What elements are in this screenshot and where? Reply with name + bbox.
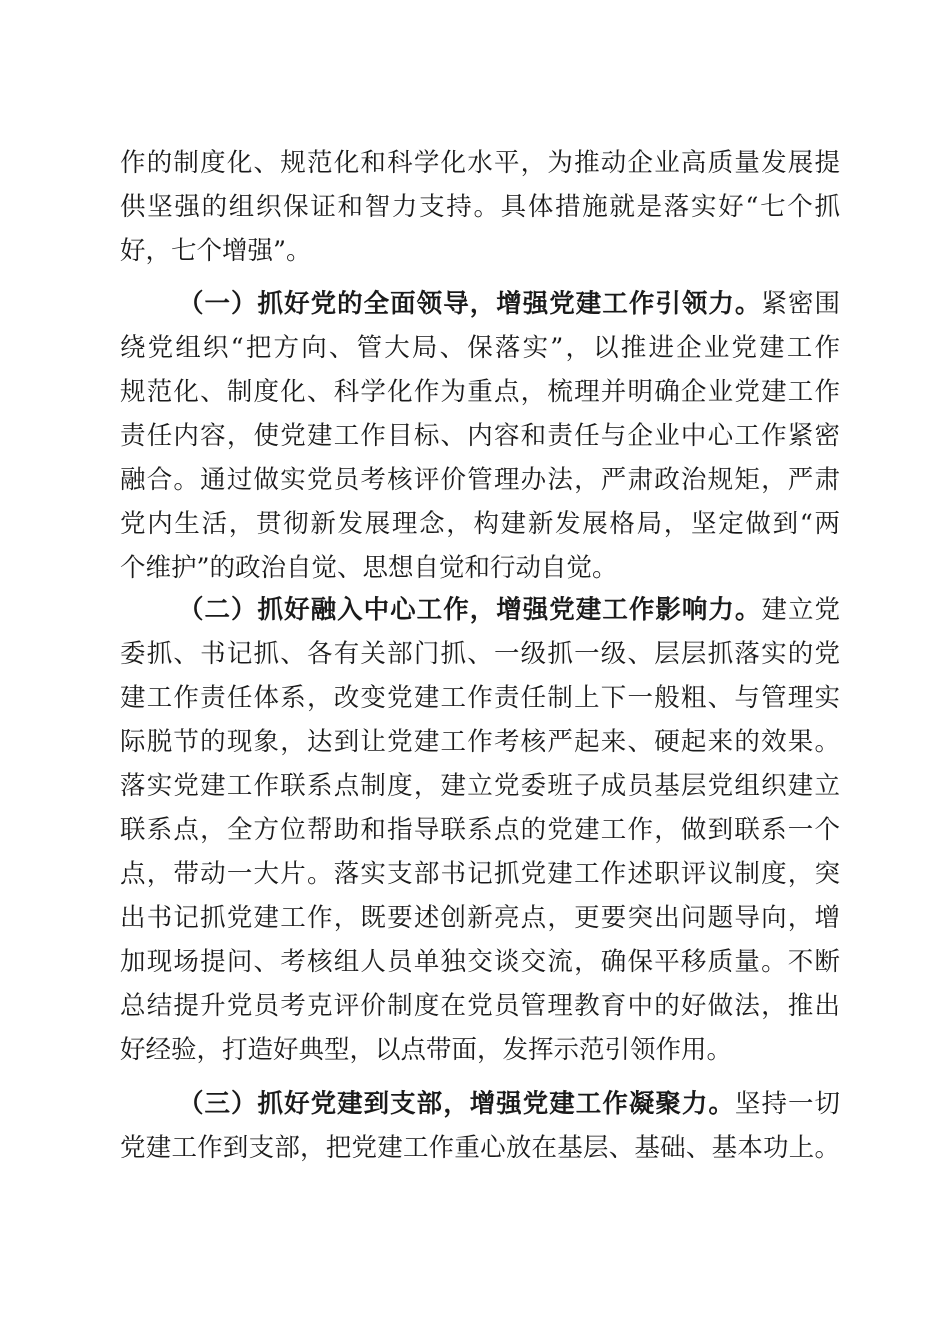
body-line: 作的制度化、规范化和科学化水平，为推动企业高质量发展提 [120, 148, 840, 178]
body-line: 融合。通过做实党员考核评价管理办法，严肃政治规矩，严肃 [120, 465, 840, 495]
body-line: 责任内容，使党建工作目标、内容和责任与企业中心工作紧密 [120, 421, 840, 451]
body-line: 总结提升党员考克评价制度在党员管理教育中的好做法，推出 [120, 991, 840, 1021]
section-heading-3: （三）抓好党建到支部，增强党建工作凝聚力。 [178, 1089, 735, 1119]
body-line: 绕党组织“把方向、管大局、保落实”，以推进企业党建工作 [120, 333, 840, 363]
section-heading-1: （一）抓好党的全面领导，增强党建工作引领力。 [178, 289, 762, 319]
body-line: 点，带动一大片。落实支部书记抓党建工作述职评议制度，突 [120, 859, 840, 889]
body-line: 加现场提问、考核组人员单独交谈交流，确保平移质量。不断 [120, 947, 840, 977]
body-line: 委抓、书记抓、各有关部门抓、一级抓一级、层层抓落实的党 [120, 639, 840, 669]
body-line: 出书记抓党建工作，既要述创新亮点，更要突出问题导向，增 [120, 903, 840, 933]
body-line: 规范化、制度化、科学化作为重点，梳理并明确企业党建工作 [120, 377, 840, 407]
body-text: 紧密围 [761, 289, 840, 319]
body-line: 落实党建工作联系点制度，建立党委班子成员基层党组织建立 [120, 771, 840, 801]
body-line: 好经验，打造好典型，以点带面，发挥示范引领作用。 [120, 1035, 733, 1065]
section-heading-2: （二）抓好融入中心工作，增强党建工作影响力。 [178, 595, 762, 625]
body-text: 坚持一切 [734, 1089, 840, 1119]
body-text: 建立党 [761, 595, 840, 625]
paragraph-first-line [178, 1082, 840, 1126]
paragraph-first-line [178, 282, 840, 326]
body-line: 际脱节的现象，达到让党建工作考核严起来、硬起来的效果。 [120, 727, 840, 757]
body-line: 党内生活，贯彻新发展理念，构建新发展格局，坚定做到“两 [120, 509, 840, 539]
body-line: 建工作责任体系，改变党建工作责任制上下一般粗、与管理实 [120, 683, 840, 713]
body-line: 好，七个增强”。 [120, 236, 312, 266]
body-line: 个维护”的政治自觉、思想自觉和行动自觉。 [120, 553, 618, 583]
body-line: 联系点，全方位帮助和指导联系点的党建工作，做到联系一个 [120, 815, 840, 845]
paragraph-first-line [178, 588, 840, 632]
body-line: 党建工作到支部，把党建工作重心放在基层、基础、基本功上。 [120, 1133, 840, 1163]
body-line: 供坚强的组织保证和智力支持。具体措施就是落实好“七个抓 [120, 192, 840, 222]
